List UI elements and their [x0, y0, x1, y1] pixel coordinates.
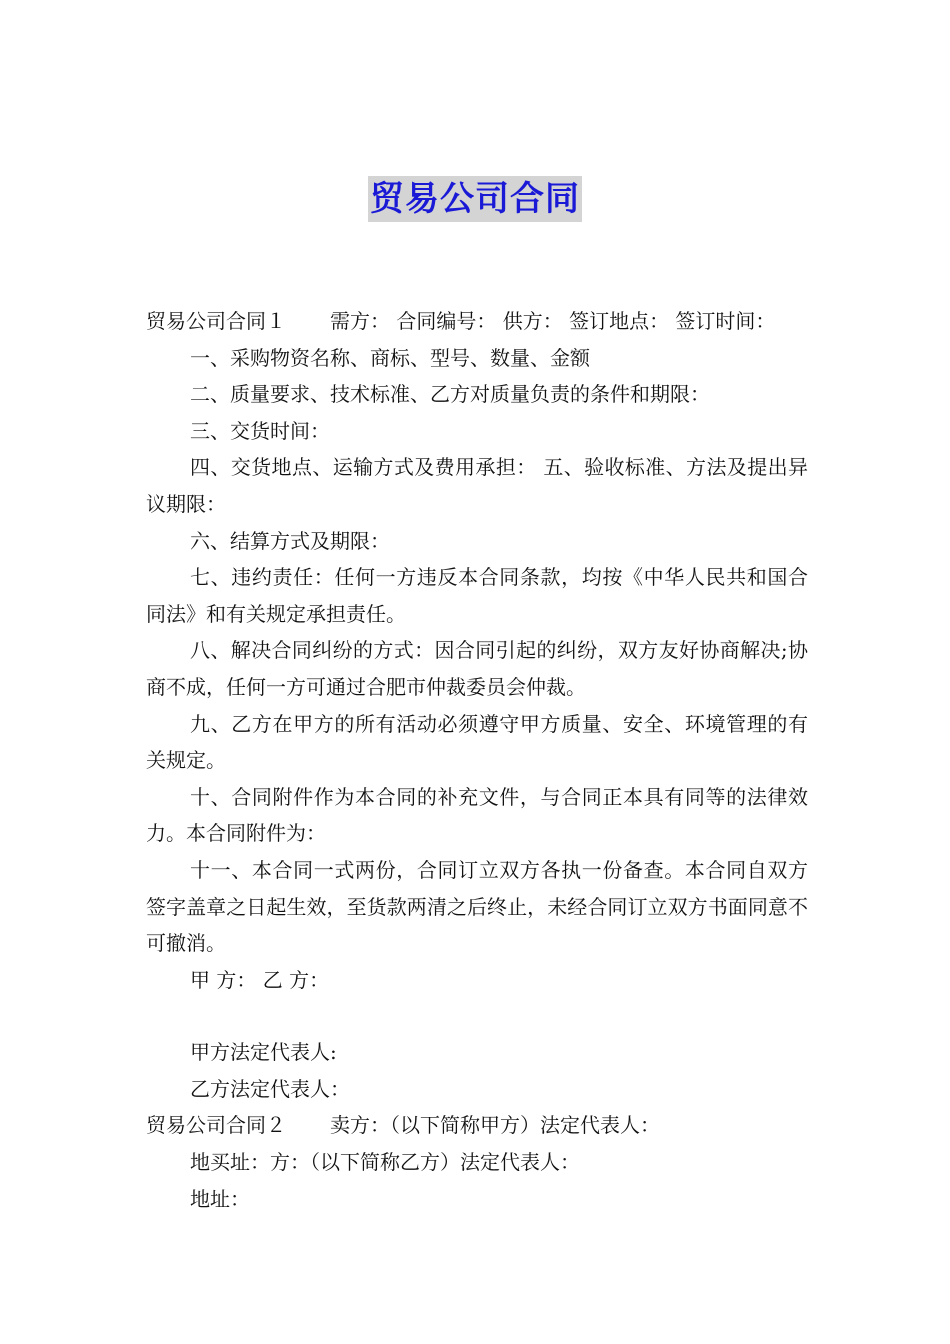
clause-11: 十一、本合同一式两份，合同订立双方各执一份备查。本合同自双方签字盖章之日起生效，至货款两清之后终止，未经合同订立双方书面同意不可撤消。 [146, 857, 808, 956]
clause-2: 二、质量要求、技术标准、乙方对质量负责的条件和期限： [190, 382, 710, 407]
clause-10: 十、合同附件作为本合同的补充文件，与合同正本具有同等的法律效力。本合同附件为： [146, 784, 808, 846]
clause-4-5: 四、交货地点、运输方式及费用承担： 五、验收标准、方法及提出异议期限： [146, 455, 808, 516]
title-container [0, 176, 950, 222]
spacer [146, 998, 808, 1034]
contract2-seller: 卖方：（以下简称甲方）法定代表人： [330, 1113, 660, 1138]
clause-6: 六、结算方式及期限： [190, 528, 390, 553]
contract1-heading: 贸易公司合同１ [146, 309, 286, 333]
party-b-representative: 乙方法定代表人： [190, 1076, 350, 1101]
document-body [146, 303, 808, 1217]
clause-1: 一、采购物资名称、商标、型号、数量、金额 [190, 345, 590, 370]
clause-9: 九、乙方在甲方的所有活动必须遵守甲方质量、安全、环境管理的有关规定。 [146, 711, 808, 773]
parties-line: 甲 方： 乙 方： [190, 967, 330, 992]
clause-7: 七、违约责任：任何一方违反本合同条款，均按《中华人民共和国合同法》和有关规定承担责任。 [146, 565, 808, 626]
contract2-heading-line [146, 1107, 808, 1144]
contract1-fields: 需方： 合同编号： 供方： 签订地点： 签订时间： [330, 309, 776, 333]
clause-3: 三、交货时间： [190, 418, 330, 443]
contract2-address: 地址： [190, 1186, 250, 1211]
party-a-representative: 甲方法定代表人: [190, 1040, 337, 1065]
document-title: 贸易公司合同 [368, 176, 582, 222]
contract2-address-buyer: 地买址：方：（以下简称乙方）法定代表人： [190, 1150, 580, 1175]
clause-8: 八、解决合同纠纷的方式：因合同引起的纠纷，双方友好协商解决;协商不成，任何一方可通过合肥市仲裁委员会仲裁。 [146, 638, 808, 699]
contract2-heading: 贸易公司合同２ [146, 1113, 286, 1138]
contract1-heading-line [146, 303, 808, 340]
